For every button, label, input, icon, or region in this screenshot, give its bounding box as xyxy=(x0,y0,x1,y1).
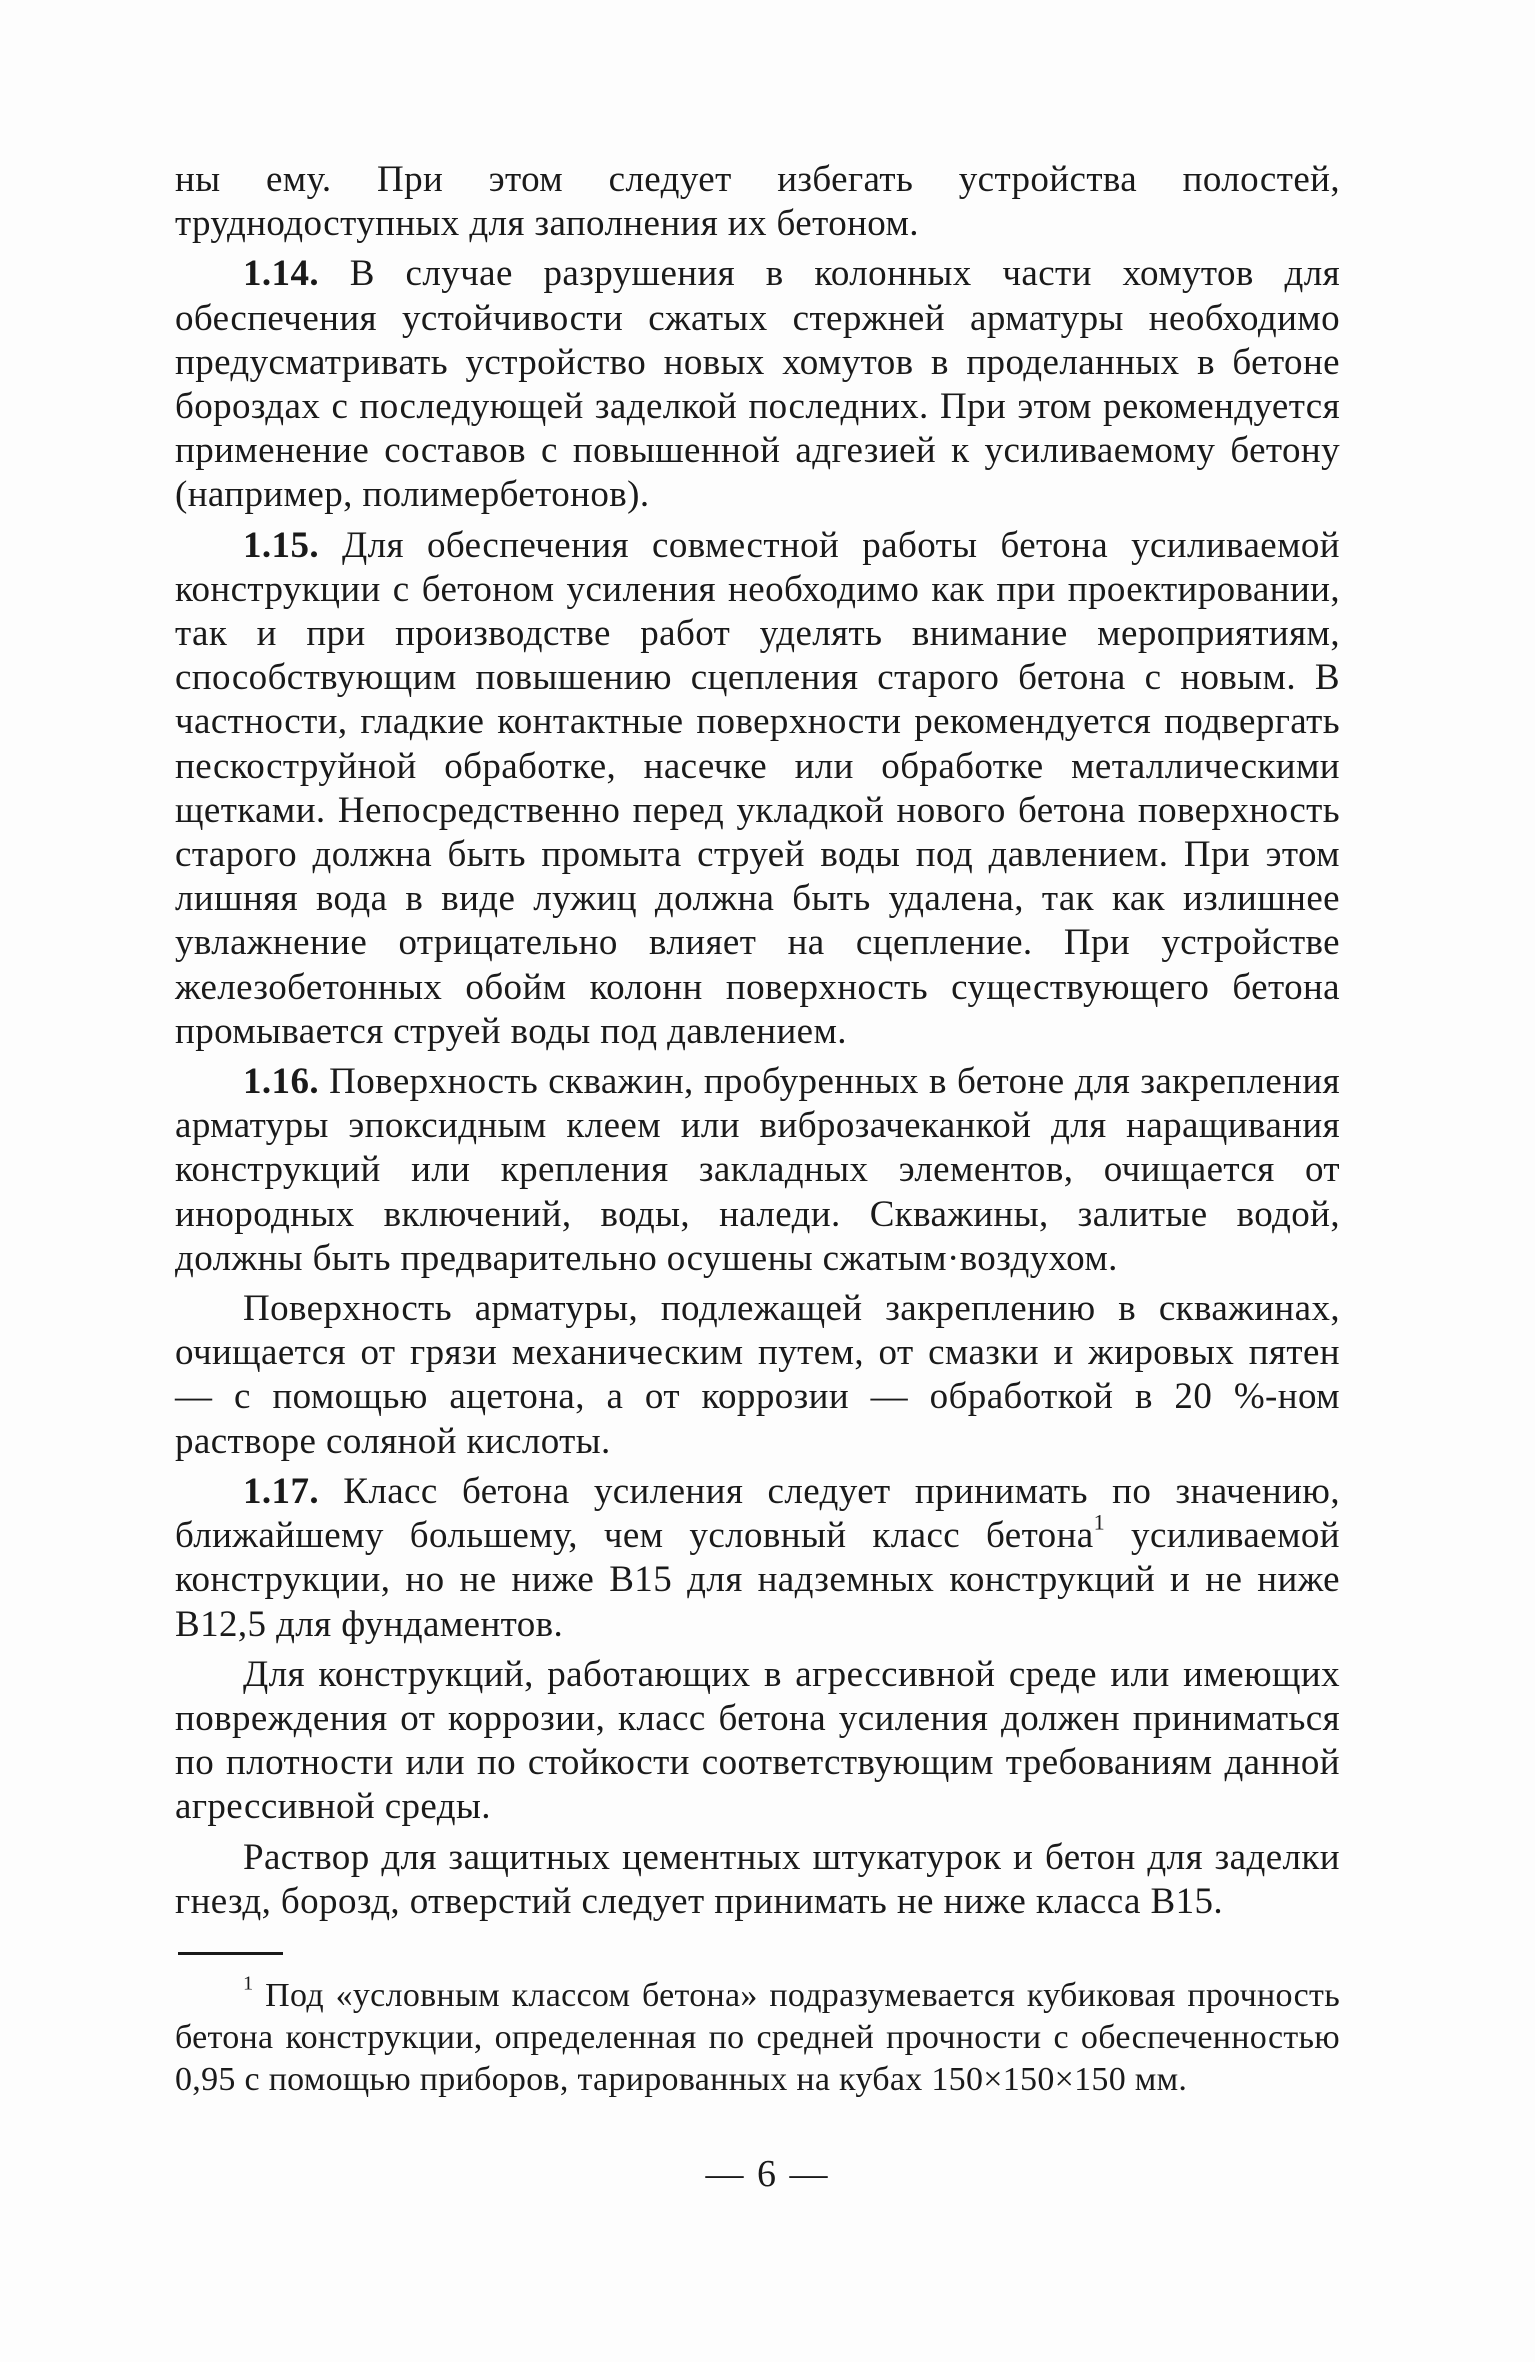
section-number: 1.16. xyxy=(243,1061,319,1103)
page-number: — 6 — xyxy=(705,2153,830,2195)
paragraph-mortar xyxy=(175,1836,1340,1924)
paragraph-text: В случае разрушения в колонных части хомутов для обеспечения устойчивости сжатых стержней арматуры необходимо предусматривать устройство новых хомутов в проделанных в бетоне бороздах с последующей заделкой последних. При этом рекомендуется применение составов с повышенной адгезией к усиливаемому бетону (например, полимербетонов). xyxy=(175,253,1340,516)
footnote-reference[interactable]: 1 xyxy=(1093,1509,1106,1535)
footnote-paragraph xyxy=(175,1972,1340,2101)
section-number: 1.14. xyxy=(243,253,319,295)
footnote-text: Под «условным классом бетона» подразумевается кубиковая прочность бетона конструкции, определенная по средней прочности с обеспеченностью 0,95 с помощью приборов, тарированных на кубах 150×150×150 мм. xyxy=(175,1977,1340,2098)
body-text xyxy=(175,158,1340,1924)
paragraph-text: Поверхность арматуры, подлежащей закреплению в скважинах, очищается от грязи механическим путем, от смазки и жировых пятен — с помощью ацетона, а от коррозии — обработкой в 20 %-ном растворе соляной кислоты. xyxy=(175,1288,1340,1462)
paragraph-text: Класс бетона усиления следует принимать по значению, ближайшему большему, чем условный класс бетона xyxy=(175,1470,1340,1557)
section-number: 1.15. xyxy=(243,524,319,566)
paragraph-1-17 xyxy=(175,1470,1340,1647)
paragraph-1-16 xyxy=(175,1060,1340,1281)
paragraph-rebar-cleaning xyxy=(175,1287,1340,1464)
paragraph-1-15 xyxy=(175,524,1340,1054)
footnote-separator xyxy=(178,1952,283,1955)
paragraph-text: Для конструкций, работающих в агрессивной среде или имеющих повреждения от коррозии, класс бетона усиления должен приниматься по плотности или по стойкости соответствующим требованиям данной агрессивной среды. xyxy=(175,1653,1340,1828)
footnote-marker: 1 xyxy=(243,1972,254,1995)
paragraph-text: Поверхность скважин, пробуренных в бетоне для закрепления арматуры эпоксидным клеем или виброзачеканкой для наращивания конструкций или крепления закладных элементов, очищается от инородных включений, воды, наледи. Скважины, залитые водой, должны быть предварительно осушены сжатым·воздухом. xyxy=(175,1061,1340,1279)
section-number: 1.17. xyxy=(243,1470,319,1512)
paragraph-continuation xyxy=(175,158,1340,246)
paragraph-aggressive-environment xyxy=(175,1653,1340,1830)
paragraph-text: усиливаемой конструкции, но не ниже В15 для надземных конструкций и не ниже В12,5 для фундаментов. xyxy=(175,1515,1340,1645)
paragraph-1-14 xyxy=(175,252,1340,517)
paragraph-text: Раствор для защитных цементных штукатурок и бетон для заделки гнезд, борозд, отверстий следует принимать не ниже класса В15. xyxy=(175,1836,1340,1922)
paragraph-text: Для обеспечения совместной работы бетона усиливаемой конструкции с бетоном усиления необходимо как при проектировании, так и при производстве работ уделять внимание мероприятиям, способствующим повышению сцепления старого бетона с новым. В частности, гладкие контактные поверхности рекомендуется подвергать пескоструйной обработке, насечке или обработке металлическими щетками. Непосредственно перед укладкой нового бетона поверхность старого должна быть промыта струей воды под давлением. При этом лишняя вода в виде лужиц должна быть удалена, так как излишнее увлажнение отрицательно влияет на сцепление. При устройстве железобетонных обойм колонн поверхность существующего бетона промывается струей воды под давлением. xyxy=(175,524,1340,1052)
footnote xyxy=(175,1972,1340,2101)
paragraph-text: ны ему. При этом следует избегать устройства полостей, труднодоступных для заполнения их бетоном. xyxy=(175,159,1340,245)
